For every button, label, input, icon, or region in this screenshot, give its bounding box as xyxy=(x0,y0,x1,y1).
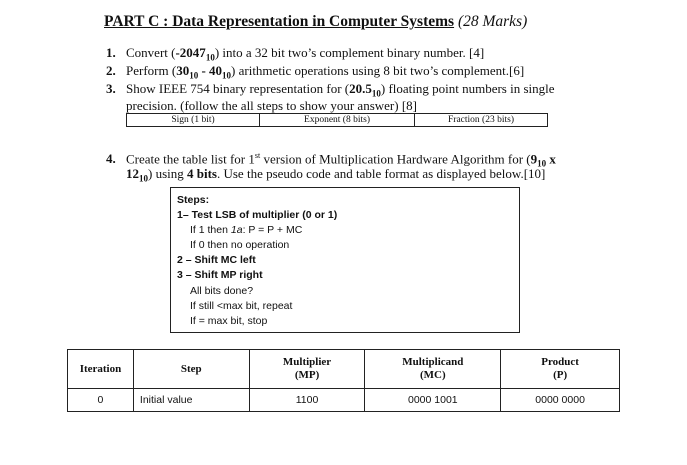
step-1b: If 0 then no operation xyxy=(190,239,290,252)
question-1: 1. Convert $(-2047_{10})$ into a 32 bit two’s complement binary number. [4] xyxy=(106,45,485,63)
section-title: PART C : Data Representation in Computer Systems xyxy=(104,13,455,30)
fraction-field: Fraction (23 bits) xyxy=(448,115,514,125)
steps-title: Steps: xyxy=(177,194,210,206)
question-number: 2. xyxy=(106,63,116,78)
question-4: 4. Create the table list for 1st version of Multiplication Hardware Algorithm for ($9_{10}$ x xyxy=(106,151,556,169)
header-multiplicand: Multiplicand (MC) xyxy=(365,350,501,389)
step-2: 2 – Shift MC left xyxy=(177,254,256,267)
cell-step: Initial value xyxy=(133,389,249,412)
cell-product: 0000 0000 xyxy=(501,389,620,412)
header-product: Product (P) xyxy=(501,350,620,389)
table-header-row xyxy=(68,350,620,389)
question-4-line-2: $12_{10}$) using 4 bits. Use the pseudo code and table format as displayed below.[10] xyxy=(126,166,546,184)
ieee-754-format-table xyxy=(126,113,548,127)
done-check: All bits done? xyxy=(190,284,254,297)
question-number: 1. xyxy=(106,45,116,60)
stop-condition: If = max bit, stop xyxy=(190,314,268,327)
section-marks: (28 Marks) xyxy=(457,13,528,30)
repeat-condition: If still <max bit, repeat xyxy=(190,299,293,312)
sign-field: Sign (1 bit) xyxy=(127,114,260,126)
iteration-table xyxy=(67,349,620,412)
exponent-field: Exponent (8 bits) xyxy=(260,114,415,126)
table-row xyxy=(68,389,620,412)
question-number: 3. xyxy=(106,81,116,96)
question-2: 2. Perform $(30_{10} - 40_{10})$ arithmetic operations using 8 bit two’s complement.[6] xyxy=(106,63,525,81)
header-iteration: Iteration xyxy=(68,350,134,389)
header-step: Step xyxy=(133,350,249,389)
cell-multiplier: 1100 xyxy=(249,389,365,412)
step-3: 3 – Shift MP right xyxy=(177,269,263,282)
question-3-line-2: precision. (follow the all steps to show your answer) [8] xyxy=(126,98,417,113)
step-1a: If 1 then 1a: P = P + MC xyxy=(190,224,303,237)
step-1: 1– Test LSB of multiplier (0 or 1) xyxy=(177,209,338,222)
question-number: 4. xyxy=(106,151,116,167)
pseudo-code-box xyxy=(170,187,520,333)
section-heading xyxy=(104,13,527,31)
cell-multiplicand: 0000 1001 xyxy=(365,389,501,412)
header-multiplier: Multiplier (MP) xyxy=(249,350,365,389)
question-3: 3. Show IEEE 754 binary representation for $(20.5_{10})$ floating point numbers in single xyxy=(106,81,555,99)
cell-iteration: 0 xyxy=(68,389,134,412)
